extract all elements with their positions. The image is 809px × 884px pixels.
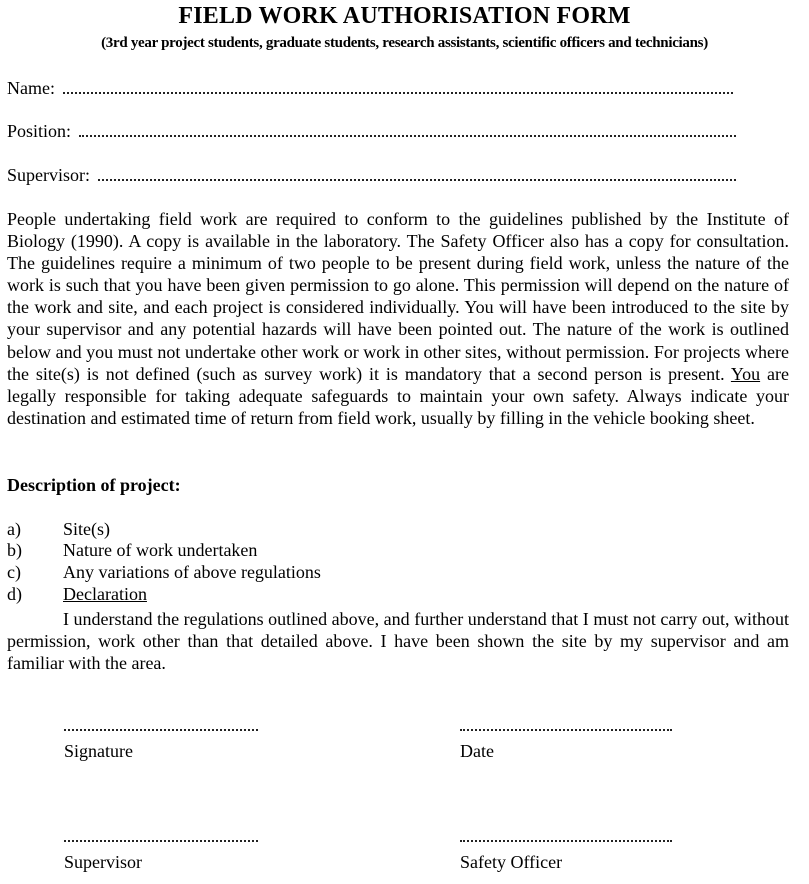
position-field-label: Position: bbox=[7, 121, 72, 141]
guidelines-text-part1: People undertaking field work are required to conform to the guidelines published by the Institute of Biology (1990). A copy is available in the laboratory. The Safety Officer also has a copy for consultation. The guidelines require a minimum of two people to be present during field work, unless the nature of the work is such that you have been given permission to go alone. This permission will depend on the nature of the work and site, and each project is considered individually. You will have been introduced to the site by your supervisor and any potential hazards will have been pointed out. The nature of the work is outlined below and you must not undertake other work or work in other sites, without permission. For projects where the site(s) is not defined (such as survey work) it is mandatory that a second person is present. bbox=[7, 209, 789, 384]
name-field-label: Name: bbox=[7, 78, 55, 98]
list-item bbox=[7, 540, 257, 561]
project-description-heading: Description of project: bbox=[7, 475, 181, 495]
date-label: Date bbox=[460, 741, 494, 761]
list-item-text: Declaration bbox=[63, 584, 147, 604]
guidelines-text-part2: are legally responsible for taking adequate safeguards to maintain your own safety. Always indicate your destination and estimated time of return from field work, usually by filling in the vehicle booking sheet. bbox=[7, 363, 789, 428]
supervisor-signature-label: Supervisor bbox=[64, 852, 142, 872]
list-item-text: Any variations of above regulations bbox=[63, 562, 321, 582]
form-title: FIELD WORK AUTHORISATION FORM bbox=[178, 3, 631, 29]
date-line[interactable] bbox=[460, 727, 672, 731]
safety-officer-signature-line[interactable] bbox=[460, 838, 672, 842]
list-item-letter: b) bbox=[7, 540, 22, 560]
declaration-paragraph: I understand the regulations outlined above, and further understand that I must not carry out, without permission, work other than that detailed above. I have been shown the site by my supervisor and am familiar with the area. bbox=[7, 609, 789, 673]
list-item-text: Nature of work undertaken bbox=[63, 540, 258, 560]
guidelines-paragraph bbox=[7, 208, 789, 429]
position-field-input[interactable] bbox=[79, 123, 736, 137]
signature-label: Signature bbox=[64, 741, 133, 761]
supervisor-field-row bbox=[7, 164, 736, 186]
guidelines-emphasis: You bbox=[730, 363, 761, 384]
list-item-letter: d) bbox=[7, 584, 22, 604]
safety-officer-label: Safety Officer bbox=[460, 852, 563, 872]
signature-line[interactable] bbox=[64, 727, 258, 731]
supervisor-signature-line[interactable] bbox=[64, 838, 258, 842]
name-field-input[interactable] bbox=[63, 80, 733, 94]
list-item bbox=[7, 584, 147, 605]
form-subtitle: (3rd year project students, graduate students, research assistants, scientific officers and technicians) bbox=[101, 35, 708, 51]
list-item bbox=[7, 519, 110, 540]
list-item-text: Site(s) bbox=[63, 519, 110, 539]
list-item bbox=[7, 562, 321, 583]
position-field-row bbox=[7, 120, 736, 142]
supervisor-field-input[interactable] bbox=[98, 167, 736, 181]
supervisor-field-label: Supervisor: bbox=[7, 165, 90, 185]
list-item-letter: a) bbox=[7, 519, 21, 539]
name-field-row bbox=[7, 77, 733, 99]
list-item-letter: c) bbox=[7, 562, 21, 582]
